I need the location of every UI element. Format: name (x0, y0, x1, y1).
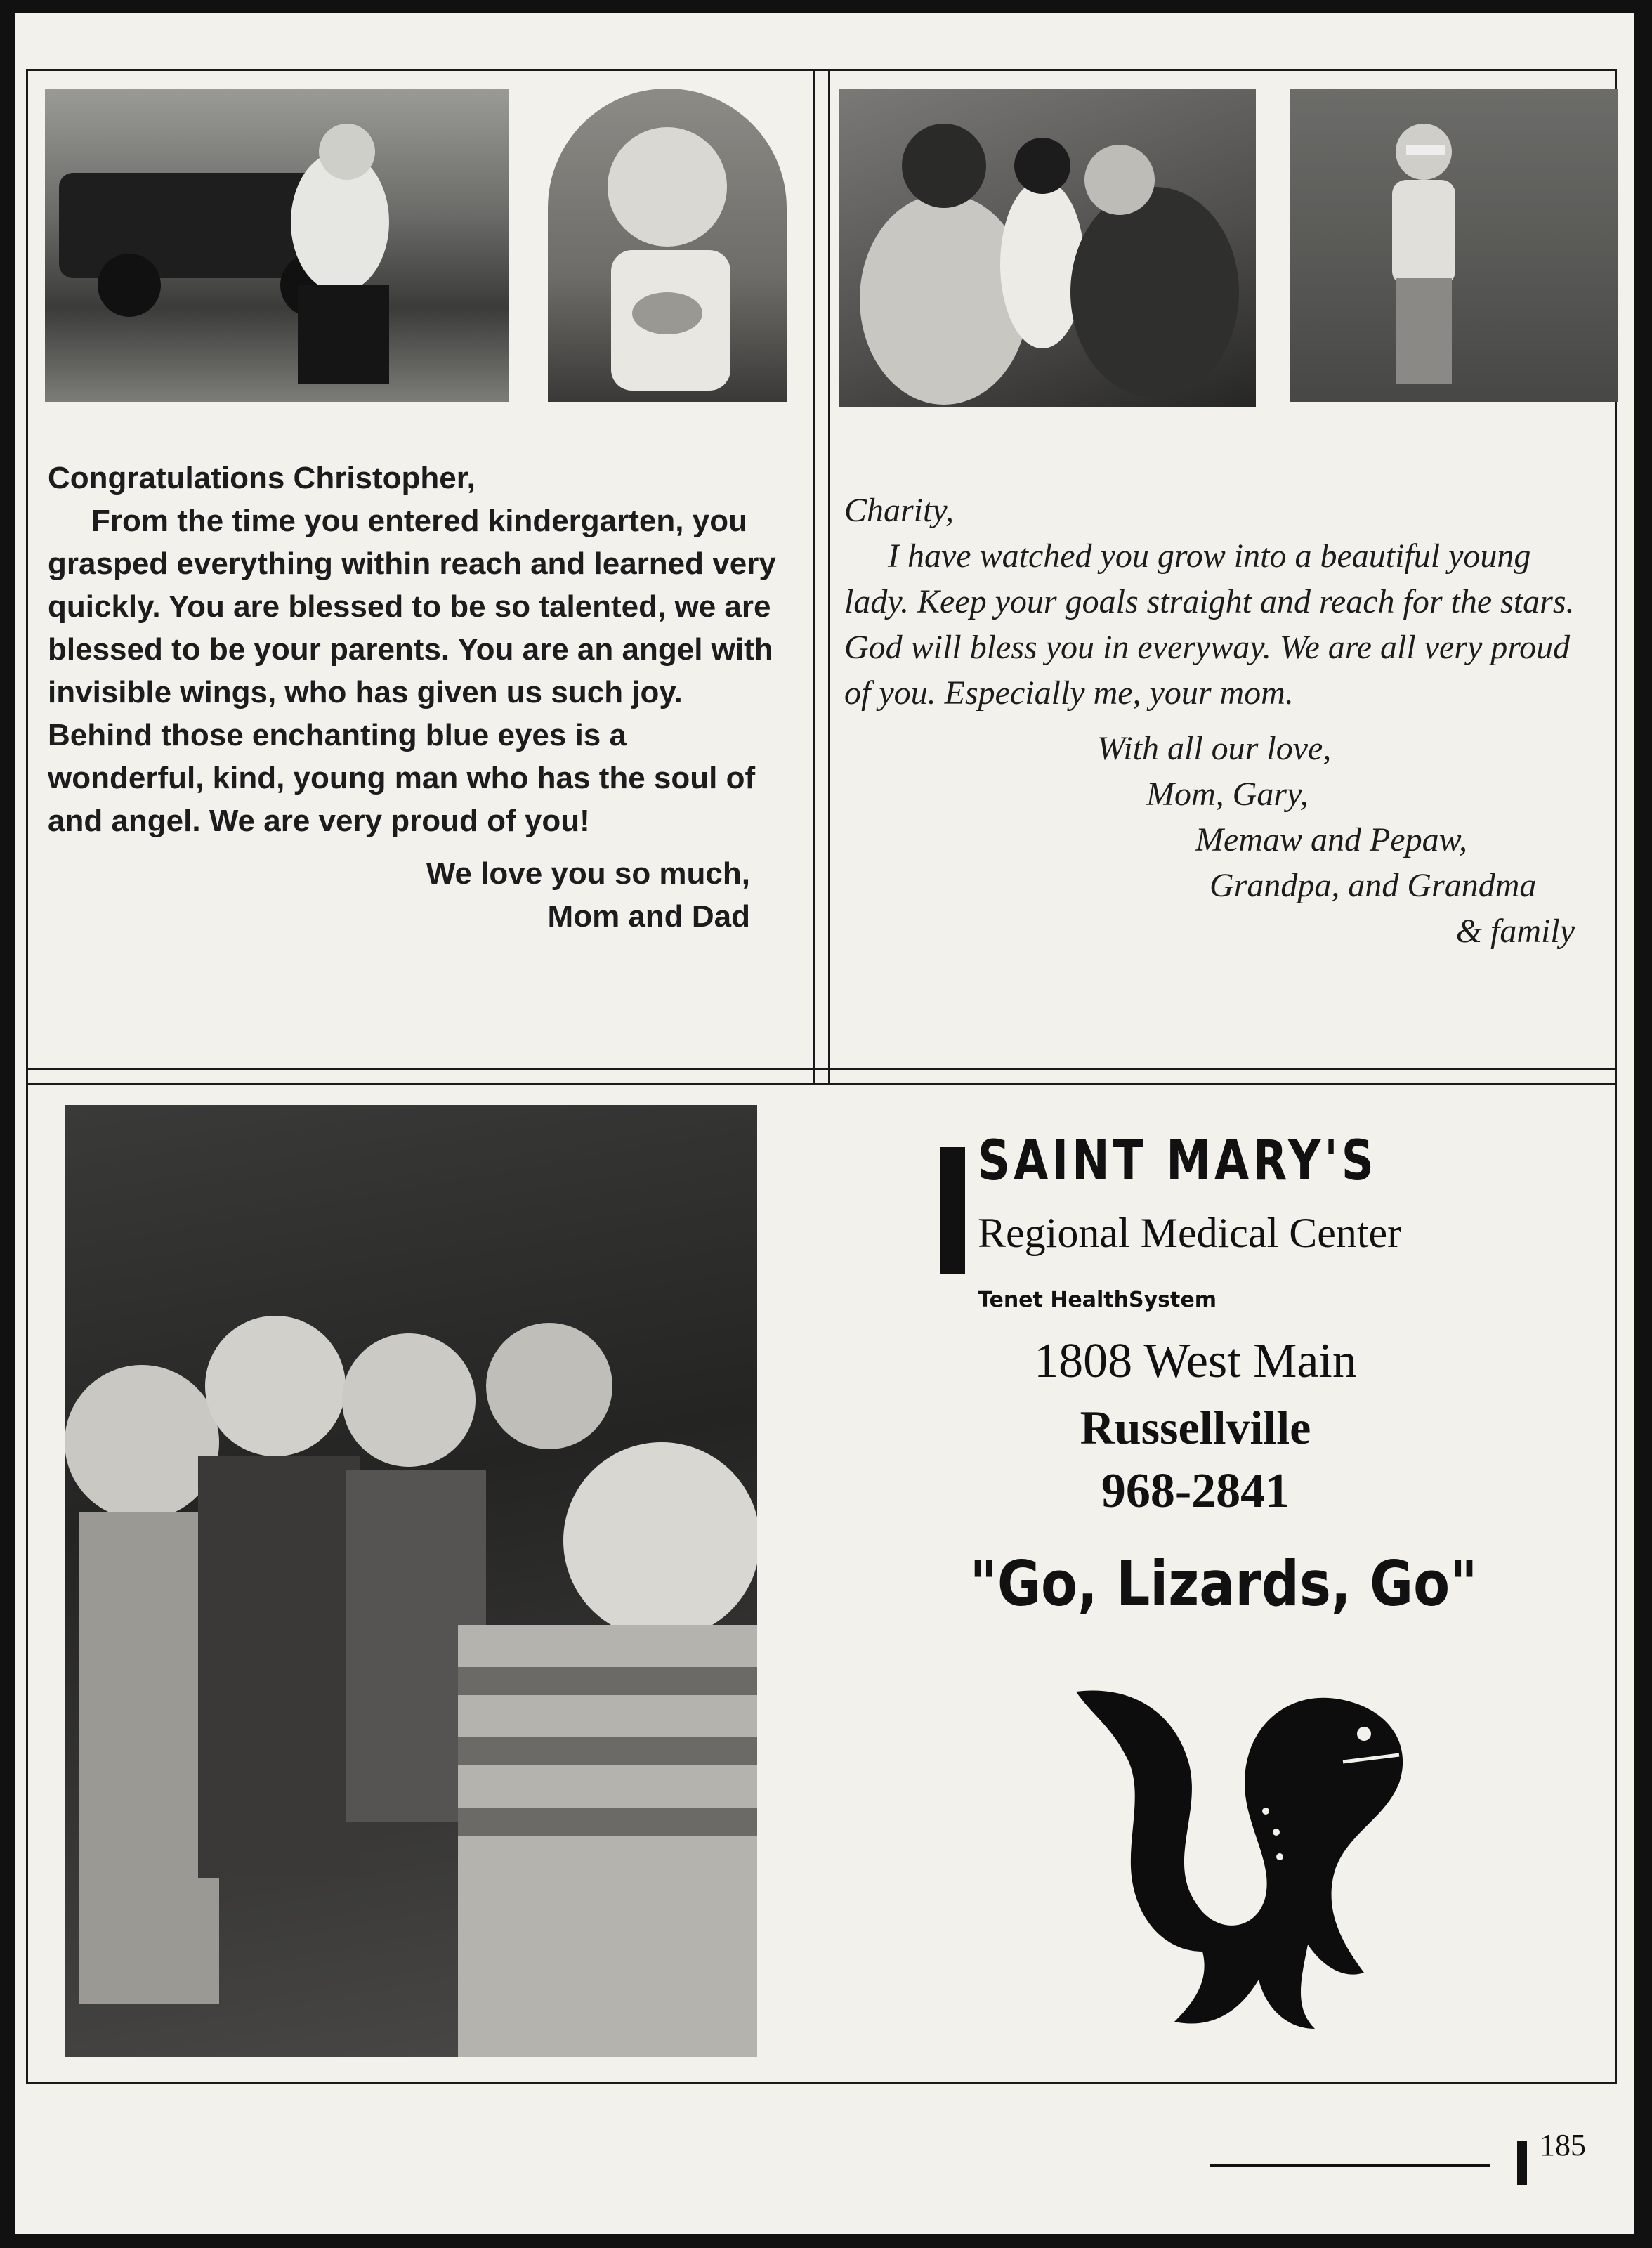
page-number: 185 (1540, 2128, 1586, 2162)
charity-letter (844, 488, 1589, 954)
ad-name: SAINT MARY'S (978, 1130, 1377, 1193)
signature-line-1: Mom, Gary, (1146, 776, 1309, 813)
letter-greeting: Charity, (844, 492, 955, 529)
christopher-letter (48, 457, 778, 938)
footer-rule (1210, 2164, 1490, 2167)
photo-grandparents-with-toddler (839, 89, 1256, 407)
ad-network: Tenet HealthSystem (978, 1288, 1217, 1312)
footer-bar (1517, 2141, 1527, 2185)
ad-phone: 968-2841 (1101, 1464, 1290, 1518)
ad-city: Russellville (1080, 1401, 1311, 1454)
photo-teen-with-truck (45, 89, 509, 402)
signature-line-3: Grandpa, and Grandma (1210, 867, 1537, 904)
letter-signature: Mom and Dad (547, 899, 750, 934)
ad-accent-bar (940, 1147, 965, 1274)
photo-toddler-boy (548, 89, 787, 402)
letter-closing: With all our love, (1097, 730, 1332, 767)
letter-greeting: Congratulations Christopher, (48, 461, 476, 495)
letter-closing: We love you so much, (426, 856, 750, 891)
ad-slogan: "Go, Lizards, Go" (969, 1548, 1478, 1620)
signature-line-2: Memaw and Pepaw, (1195, 821, 1468, 858)
ad-address: 1808 West Main (1034, 1334, 1357, 1388)
lizard-mascot-icon (1034, 1649, 1427, 2043)
photo-group-of-students (65, 1105, 757, 2057)
yearbook-page (15, 13, 1634, 2234)
letter-body: From the time you entered kindergarten, you grasped everything within reach and learned very quickly. You are blessed to be so talented, we are blessed to be your parents. You are an angel with invisible wings, who has given us such joy. Behind those enchanting blue eyes is a wonderful, kind, young man who has the soul of and angel. We are very proud of you! (48, 504, 776, 838)
photo-toddler-sunglasses (1290, 89, 1618, 402)
signature-line-4: & family (1455, 913, 1575, 950)
letter-body: I have watched you grow into a beautiful young lady. Keep your goals straight and reach for the stars. God will bless you in everyway. We are all very proud of you. Especially me, your mom. (844, 537, 1575, 712)
ad-subtitle: Regional Medical Center (978, 1210, 1402, 1256)
